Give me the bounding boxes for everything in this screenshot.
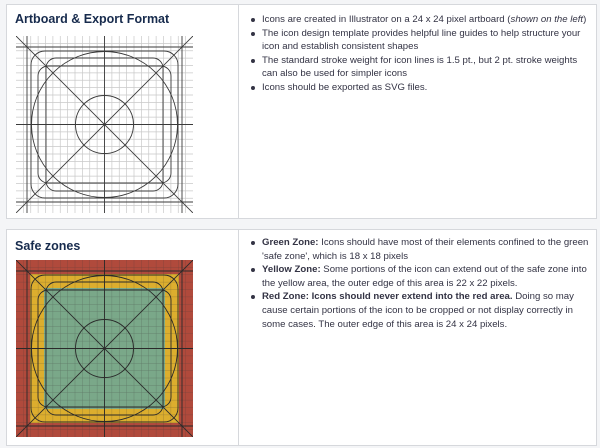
safe-zones-cell — [7, 230, 239, 445]
artboard-bullet-4 — [249, 81, 589, 95]
safe-zones-image — [16, 260, 193, 437]
bullet-label: Red Zone: Icons should never extend into the red area. — [262, 291, 513, 303]
bullet-text: Some portions of the icon can extend out of the safe zone into the yellow area, the outer edge of this area is 22 x 22 pixels. — [262, 264, 587, 289]
safe-zones-heading: Safe zones — [15, 239, 81, 253]
artboard-heading: Artboard & Export Format — [15, 12, 170, 26]
bullet-text: The icon design template provides helpful line guides to help structure your icon and establish consistent shapes — [262, 27, 581, 53]
red-zone-bullet — [249, 290, 589, 331]
bullet-label: Yellow Zone: — [262, 264, 321, 276]
bullet-emphasis: shown on the left — [510, 14, 584, 25]
bullet-text: Icons should have most of their elements confined to the green 'safe zone', which is 18 x 18 pixels — [262, 237, 589, 262]
bullet-text: Icons should be exported as SVG files. — [262, 81, 428, 93]
bullet-label: Green Zone: — [262, 237, 319, 248]
artboard-bullet-list — [249, 13, 589, 95]
artboard-grid-image — [16, 36, 193, 213]
bullet-tail: ) — [583, 14, 587, 25]
bullet-text: Icons are created in Illustrator on a 24 x 24 pixel artboard ( — [262, 14, 511, 25]
artboard-bullet-1 — [249, 13, 589, 27]
yellow-zone-bullet — [249, 263, 589, 290]
artboard-cell — [7, 5, 239, 218]
artboard-description — [239, 5, 596, 218]
safe-zones-description — [239, 230, 596, 445]
bullet-text: The standard stroke weight for icon lines is 1.5 pt., but 2 pt. stroke weights can also be used for simpler icons — [262, 54, 578, 80]
safe-zones-row — [6, 229, 597, 446]
green-zone-bullet — [249, 236, 589, 263]
safe-zones-bullet-list — [249, 236, 589, 331]
artboard-row — [6, 4, 597, 219]
bullet-text: Doing so may cause certain portions of the icon to be cropped or not display correctly in some cases. The outer edge of this area is 24 x 24 pixels. — [262, 291, 574, 330]
artboard-bullet-2 — [249, 27, 589, 54]
artboard-bullet-3 — [249, 54, 589, 81]
